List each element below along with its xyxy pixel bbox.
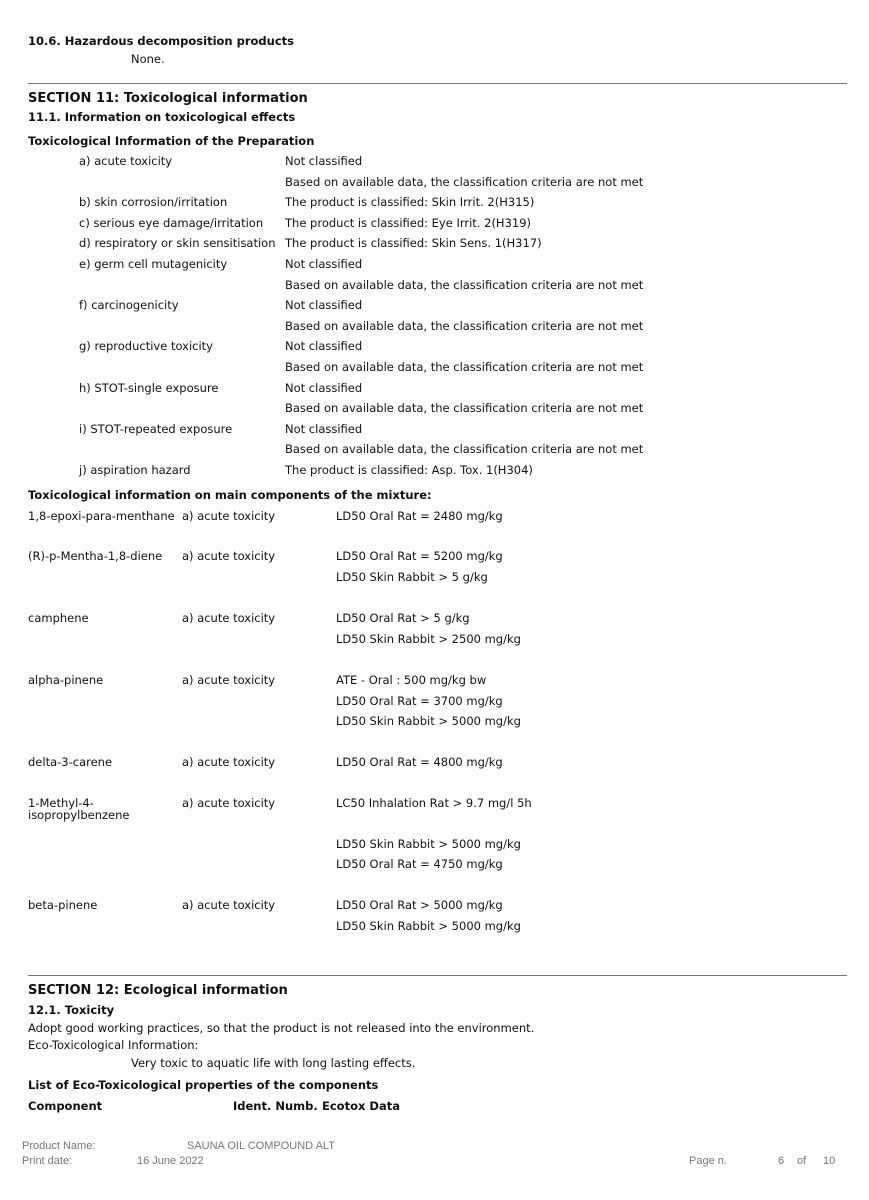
component-tox-value: LD50 Oral Rat = 4750 mg/kg <box>336 857 503 871</box>
tox-row-value: Based on available data, the classification criteria are not met <box>285 360 644 374</box>
footer-of-label: of <box>797 1155 807 1167</box>
component-name: camphene <box>28 611 89 625</box>
tox-row-value: Based on available data, the classification criteria are not met <box>285 318 644 333</box>
tox-row-label: e) germ cell mutagenicity <box>79 257 228 271</box>
component-tox-value: LD50 Oral Rat = 2480 mg/kg <box>336 509 503 523</box>
component-tox-value: LD50 Skin Rabbit > 5000 mg/kg <box>336 918 521 933</box>
component-tox-value: LD50 Skin Rabbit > 5000 mg/kg <box>336 714 521 728</box>
tox-row <box>0 339 869 360</box>
component-effect: a) acute toxicity <box>182 673 276 687</box>
component-tox-value: LD50 Oral Rat = 3700 mg/kg <box>336 693 503 708</box>
tox-row <box>0 195 869 216</box>
tox-row <box>0 360 869 381</box>
tox-row-label: h) STOT-single exposure <box>79 380 219 395</box>
tox-row-label: b) skin corrosion/irritation <box>79 195 228 210</box>
column-header-ecotox-data: Ecotox Data <box>322 1099 400 1113</box>
section-12-paragraph: Adopt good working practices, so that the product is not released into the environment. <box>28 1021 535 1035</box>
main-components-heading: Toxicological information on main components of the mixture: <box>28 488 432 502</box>
section-12-title: SECTION 12: Ecological information <box>28 983 288 998</box>
component-tox-value: LD50 Skin Rabbit > 5000 mg/kg <box>336 836 521 851</box>
column-header-ident-numb: Ident. Numb. <box>233 1099 318 1113</box>
tox-row-label: f) carcinogenicity <box>79 298 179 313</box>
tox-row-label: c) serious eye damage/irritation <box>79 215 264 230</box>
footer-print-date-label: Print date: <box>22 1155 73 1167</box>
component-tox-value: LD50 Skin Rabbit > 2500 mg/kg <box>336 631 521 646</box>
tox-row <box>0 154 869 175</box>
component-name-line: 1-Methyl-4- <box>28 796 94 810</box>
component-name: (R)-p-Mentha-1,8-diene <box>28 549 163 563</box>
component-tox-value: LD50 Oral Rat = 5200 mg/kg <box>336 549 503 563</box>
tox-row <box>0 381 869 402</box>
component-name-line: isopropylbenzene <box>28 808 130 822</box>
component-effect: a) acute toxicity <box>182 611 276 625</box>
tox-row <box>0 442 869 463</box>
section-10-6-heading: 10.6. Hazardous decomposition products <box>28 34 294 48</box>
tox-row-value: Not classified <box>285 339 363 354</box>
tox-row-value: Based on available data, the classification criteria are not met <box>285 277 644 292</box>
tox-row-label: a) acute toxicity <box>79 154 173 168</box>
divider <box>28 975 847 976</box>
tox-row <box>0 216 869 237</box>
tox-row-label: j) aspiration hazard <box>79 463 191 477</box>
footer-print-date: 16 June 2022 <box>137 1155 204 1167</box>
footer-page-label: Page n. <box>689 1155 727 1167</box>
eco-tox-list-heading: List of Eco-Toxicological properties of the components <box>28 1078 379 1092</box>
section-10-6-text: None. <box>131 52 165 66</box>
tox-row-value: Not classified <box>285 421 363 436</box>
component-name: delta-3-carene <box>28 755 113 769</box>
component-tox-value: ATE - Oral : 500 mg/kg bw <box>336 673 487 687</box>
tox-row-value: Not classified <box>285 154 363 168</box>
component-effect: a) acute toxicity <box>182 549 276 563</box>
tox-row-value: Not classified <box>285 257 363 271</box>
tox-row <box>0 175 869 196</box>
component-name: alpha-pinene <box>28 673 104 687</box>
tox-row <box>0 236 869 257</box>
tox-row <box>0 278 869 299</box>
tox-row-value: Based on available data, the classification criteria are not met <box>285 174 644 189</box>
tox-row <box>0 298 869 319</box>
tox-row-value: Based on available data, the classification criteria are not met <box>285 442 644 457</box>
column-header-component: Component <box>28 1099 103 1113</box>
footer-product-name: SAUNA OIL COMPOUND ALT <box>187 1140 335 1152</box>
component-tox-value: LC50 Inhalation Rat > 9.7 mg/l 5h <box>336 796 532 810</box>
section-11-1-heading: 11.1. Information on toxicological effects <box>28 110 296 124</box>
component-effect: a) acute toxicity <box>182 755 276 769</box>
component-name: beta-pinene <box>28 898 98 912</box>
tox-row-value: The product is classified: Asp. Tox. 1(H304) <box>285 463 533 477</box>
component-tox-value: LD50 Skin Rabbit > 5 g/kg <box>336 569 488 584</box>
component-tox-value: LD50 Oral Rat > 5000 mg/kg <box>336 898 503 912</box>
component-effect: a) acute toxicity <box>182 796 276 810</box>
eco-tox-statement: Very toxic to aquatic life with long lasting effects. <box>131 1056 416 1070</box>
eco-tox-label: Eco-Toxicological Information: <box>28 1038 199 1052</box>
footer-page-number: 6 <box>778 1155 785 1167</box>
tox-row-value: The product is classified: Eye Irrit. 2(H319) <box>285 215 532 230</box>
tox-row-label: g) reproductive toxicity <box>79 339 213 354</box>
divider <box>28 83 847 84</box>
tox-row <box>0 463 869 484</box>
tox-row-value: The product is classified: Skin Irrit. 2(H315) <box>285 195 535 210</box>
tox-row <box>0 257 869 278</box>
tox-row <box>0 319 869 340</box>
component-effect: a) acute toxicity <box>182 898 276 912</box>
footer-page-total: 10 <box>823 1155 836 1167</box>
tox-row-value: Not classified <box>285 298 363 313</box>
tox-row-label: d) respiratory or skin sensitisation <box>79 236 276 251</box>
tox-row-value: Based on available data, the classification criteria are not met <box>285 401 644 416</box>
preparation-heading: Toxicological Information of the Preparation <box>28 134 315 148</box>
section-12-1-heading: 12.1. Toxicity <box>28 1003 115 1017</box>
component-name: 1,8-epoxi-para-menthane <box>28 509 175 523</box>
component-tox-value: LD50 Oral Rat > 5 g/kg <box>336 611 470 625</box>
tox-row-value: Not classified <box>285 380 363 395</box>
tox-row-value: The product is classified: Skin Sens. 1(H317) <box>285 236 542 251</box>
tox-row <box>0 422 869 443</box>
tox-row <box>0 401 869 422</box>
footer-product-label: Product Name: <box>22 1140 96 1152</box>
section-11-title: SECTION 11: Toxicological information <box>28 91 308 106</box>
tox-row-label: i) STOT-repeated exposure <box>79 421 233 436</box>
component-effect: a) acute toxicity <box>182 509 276 523</box>
component-tox-value: LD50 Oral Rat = 4800 mg/kg <box>336 755 503 769</box>
